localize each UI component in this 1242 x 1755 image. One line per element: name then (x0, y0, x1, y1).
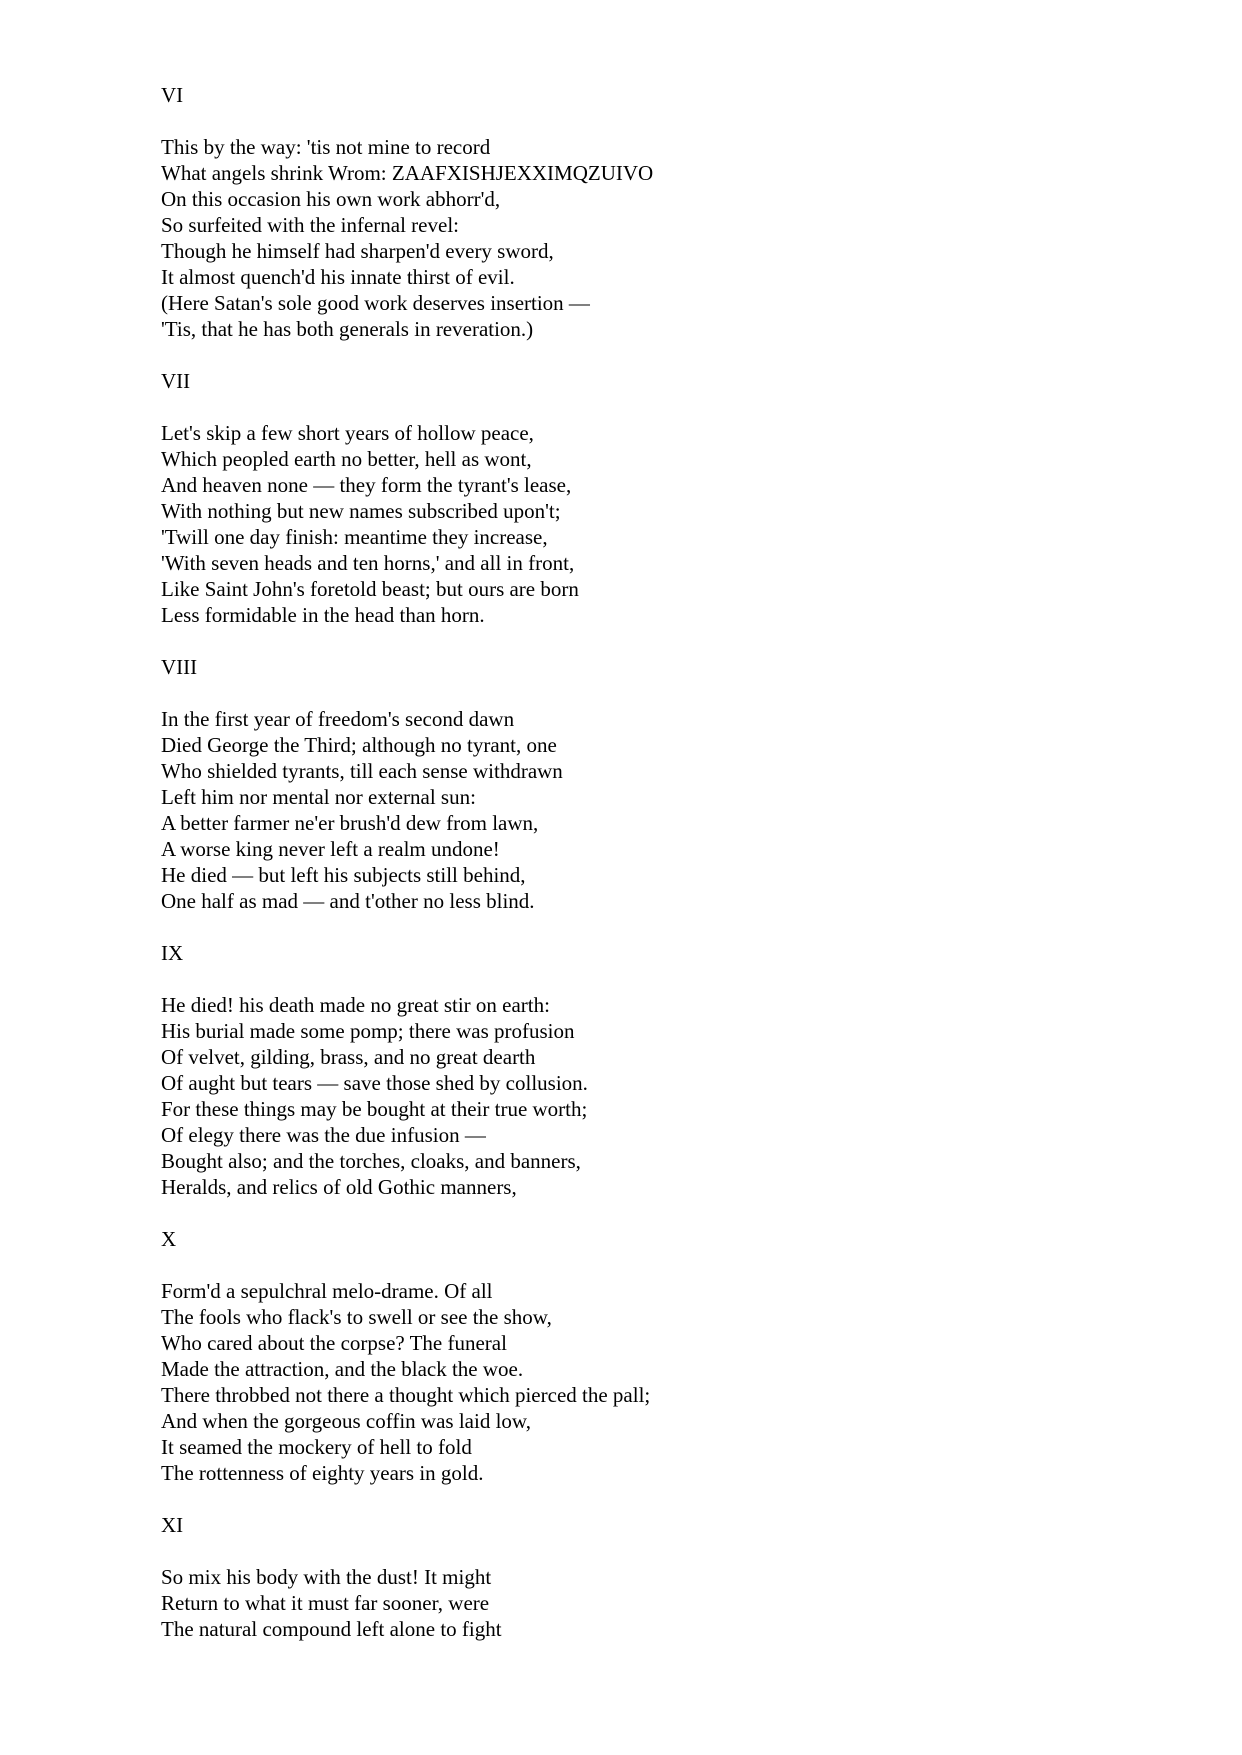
stanza-ix (161, 940, 1161, 1200)
verse-line: 'Tis, that he has both generals in reveration.) (161, 317, 534, 341)
verse-line: Of elegy there was the due infusion — (161, 1123, 486, 1147)
verse-line: The fools who flack's to swell or see the show, (161, 1305, 552, 1329)
verse-line: This by the way: 'tis not mine to record (161, 135, 491, 159)
verse-line: The natural compound left alone to fight (161, 1617, 502, 1641)
verse-line: In the first year of freedom's second dawn (161, 707, 515, 731)
stanza-vii (161, 368, 1161, 628)
verse-line: Like Saint John's foretold beast; but ours are born (161, 577, 579, 601)
verse-line: His burial made some pomp; there was profusion (161, 1019, 575, 1043)
stanza-vi (161, 82, 1161, 342)
verse-line: Let's skip a few short years of hollow peace, (161, 421, 534, 445)
verse-line: On this occasion his own work abhorr'd, (161, 187, 501, 211)
verse-line: There throbbed not there a thought which pierced the pall; (161, 1383, 651, 1407)
verse-line: The rottenness of eighty years in gold. (161, 1461, 484, 1485)
stanza-viii (161, 654, 1161, 914)
verse-line: Who shielded tyrants, till each sense withdrawn (161, 759, 563, 783)
verse-line: Bought also; and the torches, cloaks, and banners, (161, 1149, 581, 1173)
verse-line: It seamed the mockery of hell to fold (161, 1435, 472, 1459)
stanza-numeral: X (161, 1227, 177, 1251)
verse-line: He died — but left his subjects still behind, (161, 863, 526, 887)
verse-line: So surfeited with the infernal revel: (161, 213, 459, 237)
stanza-x (161, 1226, 1161, 1486)
verse-line: Return to what it must far sooner, were (161, 1591, 490, 1615)
verse-line: It almost quench'd his innate thirst of evil. (161, 265, 515, 289)
verse-line: He died! his death made no great stir on earth: (161, 993, 550, 1017)
verse-line: And when the gorgeous coffin was laid low, (161, 1409, 531, 1433)
stanza-numeral: VI (161, 83, 184, 107)
verse-line: Made the attraction, and the black the woe. (161, 1357, 524, 1381)
verse-line: And heaven none — they form the tyrant's lease, (161, 473, 572, 497)
verse-line: One half as mad — and t'other no less blind. (161, 889, 535, 913)
verse-line: Heralds, and relics of old Gothic manners, (161, 1175, 517, 1199)
verse-line: Form'd a sepulchral melo-drame. Of all (161, 1279, 493, 1303)
stanza-xi (161, 1512, 1161, 1642)
verse-line: So mix his body with the dust! It might (161, 1565, 492, 1589)
verse-line: 'With seven heads and ten horns,' and all in front, (161, 551, 575, 575)
verse-line: Of velvet, gilding, brass, and no great dearth (161, 1045, 536, 1069)
stanza-numeral: VII (161, 369, 191, 393)
verse-line: (Here Satan's sole good work deserves insertion — (161, 291, 590, 315)
verse-line: A worse king never left a realm undone! (161, 837, 500, 861)
verse-line: Of aught but tears — save those shed by collusion. (161, 1071, 588, 1095)
verse-line: A better farmer ne'er brush'd dew from lawn, (161, 811, 539, 835)
verse-line: Less formidable in the head than horn. (161, 603, 485, 627)
verse-line: Though he himself had sharpen'd every sword, (161, 239, 554, 263)
stanza-numeral: XI (161, 1513, 184, 1537)
verse-line: 'Twill one day finish: meantime they increase, (161, 525, 548, 549)
document-page (161, 82, 1161, 1668)
verse-line: With nothing but new names subscribed upon't; (161, 499, 561, 523)
stanza-numeral: VIII (161, 655, 198, 679)
verse-line: Who cared about the corpse? The funeral (161, 1331, 507, 1355)
verse-line: Left him nor mental nor external sun: (161, 785, 476, 809)
stanza-numeral: IX (161, 941, 184, 965)
verse-line: What angels shrink Wrom: ZAAFXISHJEXXIMQZUIVO (161, 161, 654, 185)
verse-line: Which peopled earth no better, hell as wont, (161, 447, 532, 471)
verse-line: For these things may be bought at their true worth; (161, 1097, 588, 1121)
verse-line: Died George the Third; although no tyrant, one (161, 733, 557, 757)
